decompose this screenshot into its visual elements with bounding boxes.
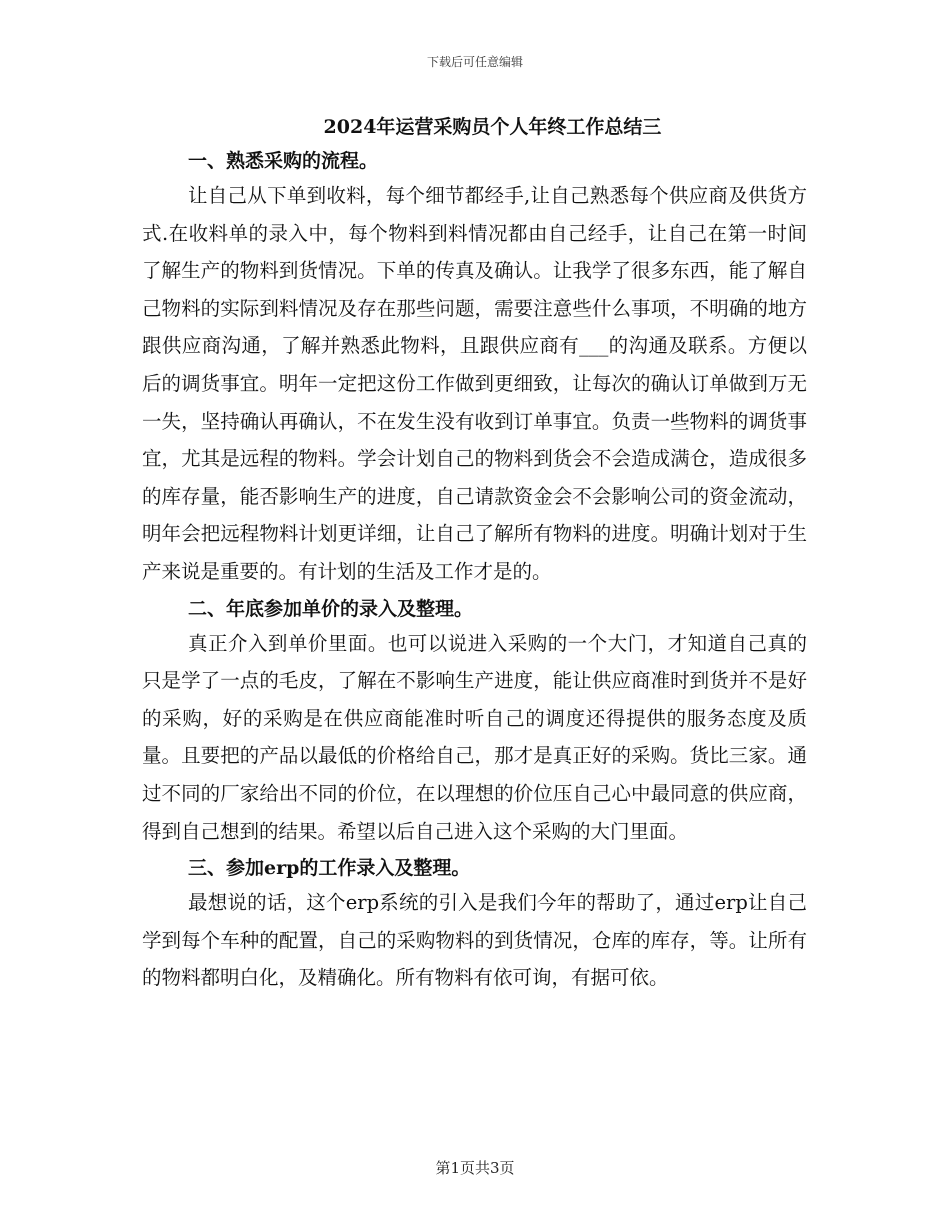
- section-heading-2: 二、年底参加单价的录入及整理。: [188, 597, 474, 620]
- section-heading-3: 三、参加erp的工作录入及整理。: [188, 857, 471, 880]
- section-paragraph-3: 最想说的话，这个erp系统的引入是我们今年的帮助了，通过erp让自己学到每个车种的配置，自己的采购物料的到货情况，仓库的库存，等。让所有的物料都明白化，及精确化。所有物料有依可询，有据可依。: [142, 891, 807, 990]
- document-body: [142, 111, 807, 999]
- section-paragraph-2: 真正介入到单价里面。也可以说进入采购的一个大门，才知道自己真的只是学了一点的毛皮，了解在不影响生产进度，能让供应商准时到货并不是好的采购，好的采购是在供应商能准时听自己的调度还得提供的服务态度及质量。且要把的产品以最低的价格给自己，那才是真正好的采购。货比三家。通过不同的厂家给出不同的价位，在以理想的价位压自己心中最同意的供应商，得到自己想到的结果。希望以后自己进入这个采购的大门里面。: [142, 631, 807, 843]
- section-paragraph-1: 让自己从下单到收料，每个细节都经手,让自己熟悉每个供应商及供货方式.在收料单的录入中，每个物料到料情况都由自己经手，让自己在第一时间了解生产的物料到货情况。下单的传真及确认。让我学了很多东西，能了解自己物料的实际到料情况及存在那些问题，需要注意些什么事项，不明确的地方跟供应商沟通，了解并熟悉此物料，且跟供应商有___的沟通及联系。方便以后的调货事宜。明年一定把这份工作做到更细致，让每次的确认订单做到万无一失，坚持确认再确认，不在发生没有收到订单事宜。负责一些物料的调货事宜，尤其是远程的物料。学会计划自己的物料到货会不会造成满仓，造成很多的库存量，能否影响生产的进度，自己请款资金会不会影响公司的资金流动，明年会把远程物料计划更详细，让自己了解所有物料的进度。明确计划对于生产来说是重要的。有计划的生活及工作才是的。: [142, 184, 807, 583]
- page-number-footer: 第1页共3页: [435, 1159, 515, 1177]
- header-note: 下载后可任意编辑: [426, 55, 523, 69]
- section-heading-1: 一、熟悉采购的流程。: [188, 150, 379, 172]
- document-title: 2024年运营采购员个人年终工作总结三: [323, 116, 662, 138]
